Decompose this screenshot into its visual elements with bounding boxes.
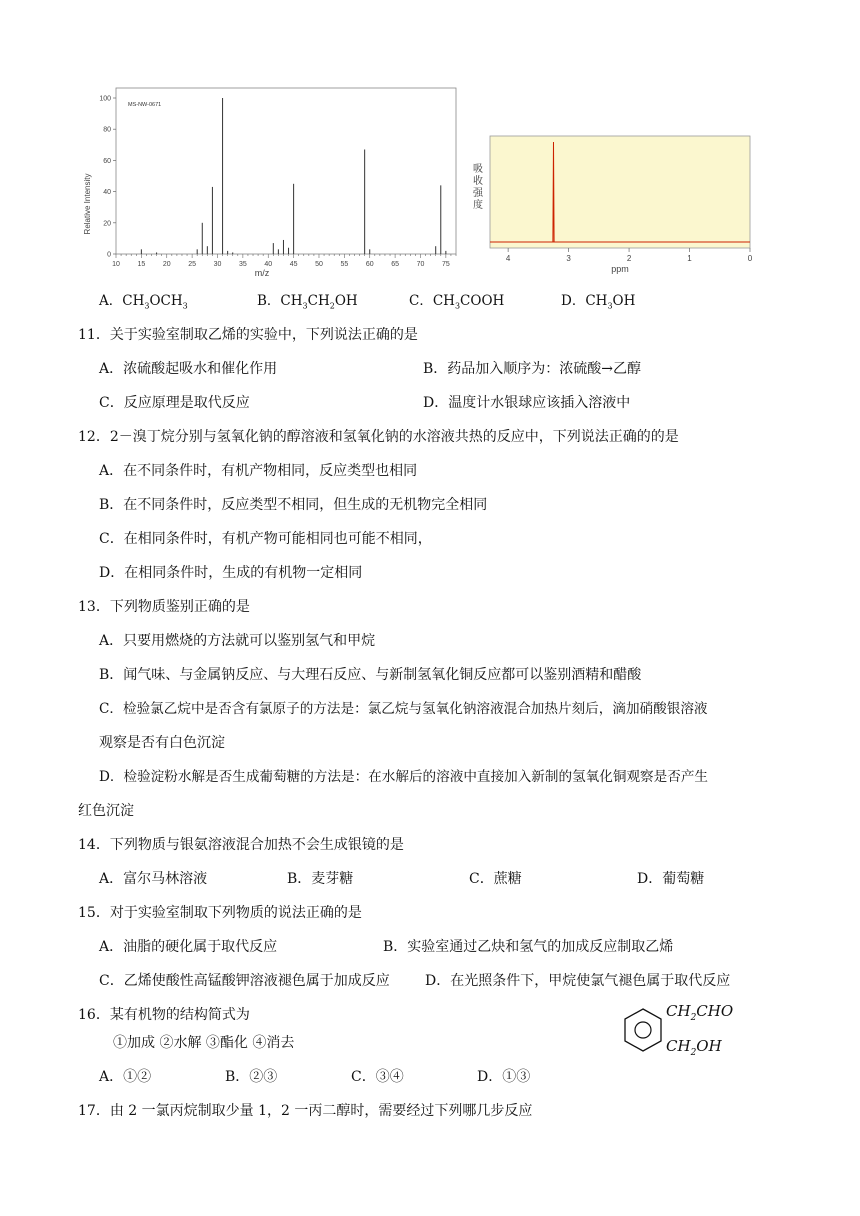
ms-xtick-label: 20 xyxy=(162,261,171,268)
q12-stem: 12．2－溴丁烷分别与氢氧化钠的醇溶液和氢氧化钠的水溶液共热的反应中，下列说法正确的的是 xyxy=(78,429,679,445)
ms-xtick-label: 15 xyxy=(137,261,146,268)
ms-ytick-label: 0 xyxy=(107,251,111,259)
q10-option-c: C．$CH_3COOH$ xyxy=(409,293,505,311)
q15-option-a: A．油脂的硬化属于取代反应 xyxy=(99,939,278,955)
ms-frame xyxy=(116,88,456,254)
q15-option-d: D．在光照条件下，甲烷使氯气褪色属于取代反应 xyxy=(425,973,731,989)
q16-reactions: ①加成 ②水解 ③酯化 ④消去 xyxy=(113,1035,295,1051)
q16-stem: 16．某有机物的结构简式为 xyxy=(78,1007,250,1023)
ms-xlabel: m/z xyxy=(254,268,270,278)
nmr-xtick-label: 3 xyxy=(566,254,571,263)
q11-option-a: A．浓硫酸起吸水和催化作用 xyxy=(99,361,278,377)
ms-ylabel: Relative Intensity xyxy=(83,173,92,235)
ms-label: MS-NW-0671 xyxy=(128,102,162,108)
q14-option-d: D．葡萄糖 xyxy=(637,871,705,887)
q11-option-c: C．反应原理是取代反应 xyxy=(99,395,250,411)
q14-option-b: B．麦芽糖 xyxy=(287,871,354,887)
ms-ytick-label: 100 xyxy=(99,95,111,103)
nmr-ylabel-char: 强 xyxy=(473,188,483,199)
q16-option-b: B．②③ xyxy=(225,1069,278,1085)
ms-xtick-label: 75 xyxy=(441,261,450,268)
q16-structure-top-group: $CH_2CHO$ xyxy=(666,1002,734,1023)
q10-option-a: A．$CH_3OCH_3$ xyxy=(99,293,188,311)
ms-xtick-label: 45 xyxy=(289,261,298,268)
q10-option-d: D．$CH_3OH$ xyxy=(561,293,636,311)
q17-stem: 17．由 2 一氯丙烷制取少量 1，2 一丙二醇时，需要经过下列哪几步反应 xyxy=(78,1103,533,1119)
q13-option-a: A．只要用燃烧的方法就可以鉴别氢气和甲烷 xyxy=(99,633,376,649)
ms-xtick-label: 50 xyxy=(315,261,323,268)
q11-option-d: D．温度计水银球应该插入溶液中 xyxy=(423,395,631,411)
mass-spectrum-chart xyxy=(76,84,460,282)
q12-option-c: C．在相同条件时，有机产物可能相同也可能不相同， xyxy=(99,531,432,547)
ms-xtick-label: 10 xyxy=(112,261,120,268)
q12-option-a: A．在不同条件时，有机产物相同，反应类型也相同 xyxy=(99,463,418,479)
nmr-xtick-label: 4 xyxy=(505,254,511,263)
q15-option-b: B．实验室通过乙炔和氢气的加成反应制取乙烯 xyxy=(383,939,674,955)
nmr-frame xyxy=(490,136,750,248)
nmr-xtick-label: 0 xyxy=(747,254,753,263)
ms-xtick-label: 65 xyxy=(391,261,400,268)
q13-option-b: B．闻气味、与金属钠反应、与大理石反应、与新制氢氧化铜反应都可以鉴别酒精和醋酸 xyxy=(99,667,642,683)
q13-option-d-line1: D．检验淀粉水解是否生成葡萄糖的方法是：在水解后的溶液中直接加入新制的氢氧化铜观察是否产生 xyxy=(99,769,709,785)
q16-structure-bottom-group: $CH_2OH$ xyxy=(666,1037,722,1058)
ms-xtick-label: 55 xyxy=(340,261,349,268)
nmr-ylabel-char: 收 xyxy=(473,176,483,187)
nmr-xlabel: ppm xyxy=(611,264,629,274)
q12-option-b: B．在不同条件时，反应类型不相同，但生成的无机物完全相同 xyxy=(99,497,488,513)
ms-xtick-label: 25 xyxy=(188,261,197,268)
q16-option-d: D．①③ xyxy=(477,1069,531,1085)
ms-ytick-label: 80 xyxy=(103,126,111,134)
ms-ytick-label: 60 xyxy=(103,157,111,165)
q15-stem: 15．对于实验室制取下列物质的说法正确的是 xyxy=(78,905,362,921)
q13-stem: 13．下列物质鉴别正确的是 xyxy=(78,599,250,615)
nmr-xtick-label: 2 xyxy=(626,254,632,263)
q14-option-c: C．蔗糖 xyxy=(469,871,522,887)
q12-option-d: D．在相同条件时，生成的有机物一定相同 xyxy=(99,565,363,581)
ms-xtick-label: 35 xyxy=(238,261,247,268)
nmr-ylabel-char: 度 xyxy=(473,200,483,211)
nmr-chart xyxy=(466,132,766,278)
ms-xtick-label: 40 xyxy=(264,261,273,268)
ms-ytick-label: 20 xyxy=(103,220,111,228)
ms-ytick-label: 40 xyxy=(103,189,111,197)
q14-stem: 14．下列物质与银氨溶液混合加热不会生成银镜的是 xyxy=(78,837,404,853)
q13-option-d-line2: 红色沉淀 xyxy=(78,803,134,819)
q16-option-c: C．③④ xyxy=(351,1069,404,1085)
q10-option-b: B．$CH_3CH_2OH$ xyxy=(257,293,358,311)
q13-option-c-line2: 观察是否有白色沉淀 xyxy=(99,735,225,751)
ms-xtick-label: 30 xyxy=(213,261,222,268)
q16-option-a: A．①② xyxy=(99,1069,152,1085)
nmr-xtick-label: 1 xyxy=(687,254,692,263)
q14-option-a: A．富尔马林溶液 xyxy=(99,871,208,887)
q13-option-c-line1: C．检验氯乙烷中是否含有氯原子的方法是：氯乙烷与氢氧化钠溶液混合加热片刻后，滴加硝酸银溶液 xyxy=(99,701,708,717)
nmr-ylabel-char: 吸 xyxy=(473,164,483,175)
ms-xtick-label: 70 xyxy=(416,261,425,268)
q11-stem: 11．关于实验室制取乙烯的实验中，下列说法正确的是 xyxy=(78,327,418,343)
ms-xtick-label: 60 xyxy=(365,261,374,268)
q15-option-c: C．乙烯使酸性高锰酸钾溶液褪色属于加成反应 xyxy=(99,973,390,989)
q16-structure-benzene-ring xyxy=(622,1006,666,1056)
q11-option-b: B．药品加入顺序为：浓硫酸→乙醇 xyxy=(423,361,642,377)
